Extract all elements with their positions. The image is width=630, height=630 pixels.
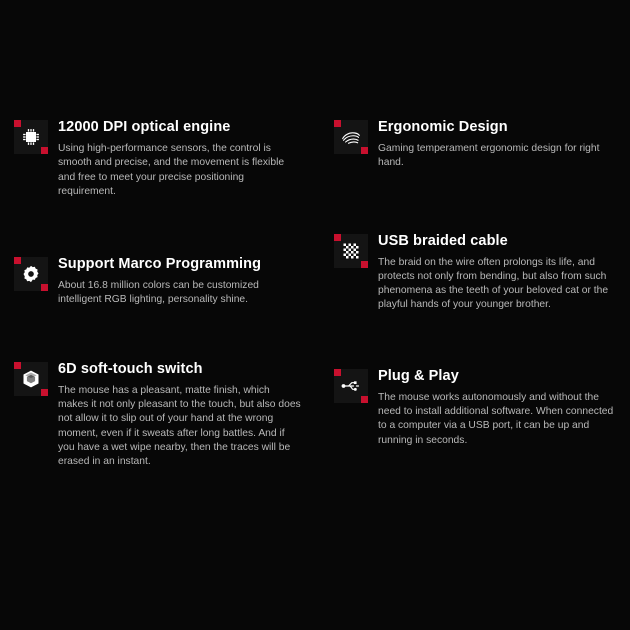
feature-title: 12000 DPI optical engine [58, 119, 231, 135]
feature-description: Using high-performance sensors, the control is smooth and precise, and the movement is flexible and free to meet your precise positioning requirement. [58, 143, 285, 197]
feature-item [0, 360, 310, 496]
feature-item [0, 118, 310, 225]
chip-icon [14, 120, 48, 154]
feature-item [0, 255, 310, 334]
feature-text [378, 232, 630, 313]
feature-title: Ergonomic Design [378, 119, 508, 135]
feature-title: Support Marco Programming [58, 256, 262, 273]
usb-plug-icon [334, 369, 368, 403]
features-column-left [0, 118, 310, 496]
feature-text [378, 367, 630, 448]
feature-title: Plug & Play [378, 367, 459, 384]
gear-icon [14, 257, 48, 291]
feature-description: The mouse works autonomously and without the need to install additional software. When connected to a computer via a USB port, it can be up and running in seconds. [378, 391, 614, 446]
mouse-hand-icon [334, 120, 368, 154]
feature-description: About 16.8 million colors can be customized intelligent RGB lighting, personality shine. [58, 280, 259, 306]
feature-text [58, 360, 310, 470]
feature-item [320, 118, 630, 197]
feature-description: The braid on the wire often prolongs its life, and protects not only from bending, but also from such phenomena as the teeth of your beloved cat or the playful hands of your younger brother. [378, 256, 609, 311]
feature-title: 6D soft-touch switch [58, 360, 203, 377]
feature-text [378, 118, 630, 171]
features-grid [0, 118, 630, 496]
feature-item [320, 367, 630, 474]
feature-text [58, 255, 310, 308]
feature-item [320, 232, 630, 339]
braid-mesh-icon [334, 234, 368, 268]
features-column-right [320, 118, 630, 496]
feature-text [58, 118, 310, 199]
cube-icon [14, 362, 48, 396]
feature-description: The mouse has a pleasant, matte finish, which makes it not only pleasant to the touch, but also does not allow it to slip out of your hand at the wrong moment, even if it sweats after long battles. And if you have a wet wipe nearby, then the traces will be erased in an instant. [58, 384, 301, 468]
feature-title: USB braided cable [378, 232, 508, 249]
feature-description: Gaming temperament ergonomic design for right hand. [378, 143, 600, 169]
